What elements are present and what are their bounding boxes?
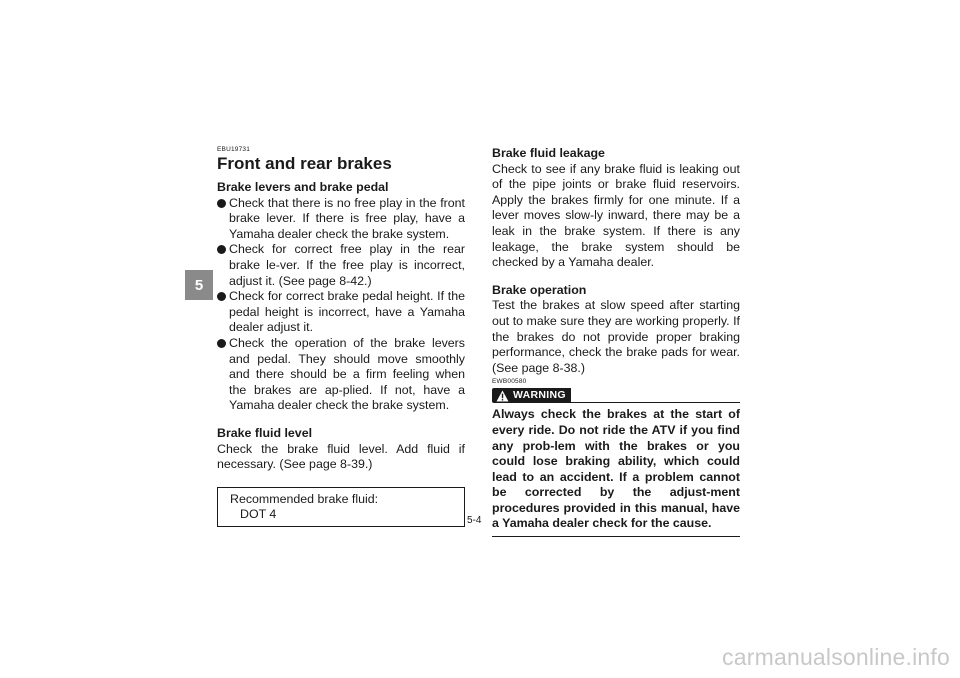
list-item: Check that there is no free play in the front brake lever. If there is free play, have a Yamaha dealer check the brake system.: [217, 196, 465, 243]
warning-bottom-rule: [492, 536, 740, 537]
bullet-icon: [217, 245, 226, 254]
spec-value: DOT 4: [240, 507, 277, 522]
warning-rule: [571, 402, 740, 403]
bullet-icon: [217, 339, 226, 348]
warning-label: WARNING: [513, 389, 566, 402]
subhead-levers-pedal: Brake levers and brake pedal: [217, 180, 389, 194]
watermark: carmanualsonline.info: [722, 644, 950, 670]
check-list: [217, 196, 465, 414]
bullet-icon: [217, 199, 226, 208]
spec-label: Recommended brake fluid:: [230, 491, 379, 506]
subhead-brake-operation: Brake operation: [492, 282, 587, 297]
warning-triangle-icon: [496, 390, 509, 402]
list-item: Check for correct brake pedal height. If the pedal height is incorrect, have a Yamaha dealer adjust it.: [217, 289, 465, 336]
warning-code: EWB00580: [492, 378, 527, 386]
subhead-fluid-leakage: Brake fluid leakage: [492, 146, 605, 160]
warning-text: Always check the brakes at the start of every ride. Do not ride the ATV if you find any prob-lem with the brakes or you could lose braking ability, which could lead to an accident. If a problem cannot be corrected by the adjust-ment procedures provided in this manual, have a Yamaha dealer check for the cause.: [492, 407, 740, 531]
right-column: [492, 146, 740, 537]
warning-header: [492, 387, 740, 403]
fluid-level-text: Check the brake fluid level. Add fluid if necessary. (See page 8-39.): [217, 441, 465, 472]
section-title: Front and rear brakes: [217, 154, 392, 173]
leakage-text: Check to see if any brake fluid is leaking out of the pipe joints or brake fluid reservoirs. Apply the brakes firmly for one minute. If a lever moves slow-ly inward, there may be a leak in the brake system. If there is any leakage, the brake system should be checked by a Yamaha dealer.: [492, 161, 740, 270]
list-item: Check for correct free play in the rear brake le-ver. If the free play is incorrect, adjust it. (See page 8-42.): [217, 242, 465, 289]
spec-box: [217, 487, 465, 527]
left-column: [217, 146, 465, 527]
warning-badge: [492, 388, 571, 403]
section-code: EBU19731: [217, 146, 251, 153]
page-number: 5-4: [467, 515, 482, 526]
section-tab: 5: [185, 270, 213, 300]
bullet-icon: [217, 292, 226, 301]
subhead-fluid-level: Brake fluid level: [217, 425, 313, 440]
list-item: Check the operation of the brake levers and pedal. They should move smoothly and there should be a firm feeling when the brakes are ap-plied. If not, have a Yamaha dealer check the brake system.: [217, 336, 465, 414]
operation-text: Test the brakes at slow speed after starting out to make sure they are working properly. If the brakes do not provide proper braking performance, check the brake pads for wear. (See page 8-38.): [492, 298, 740, 375]
